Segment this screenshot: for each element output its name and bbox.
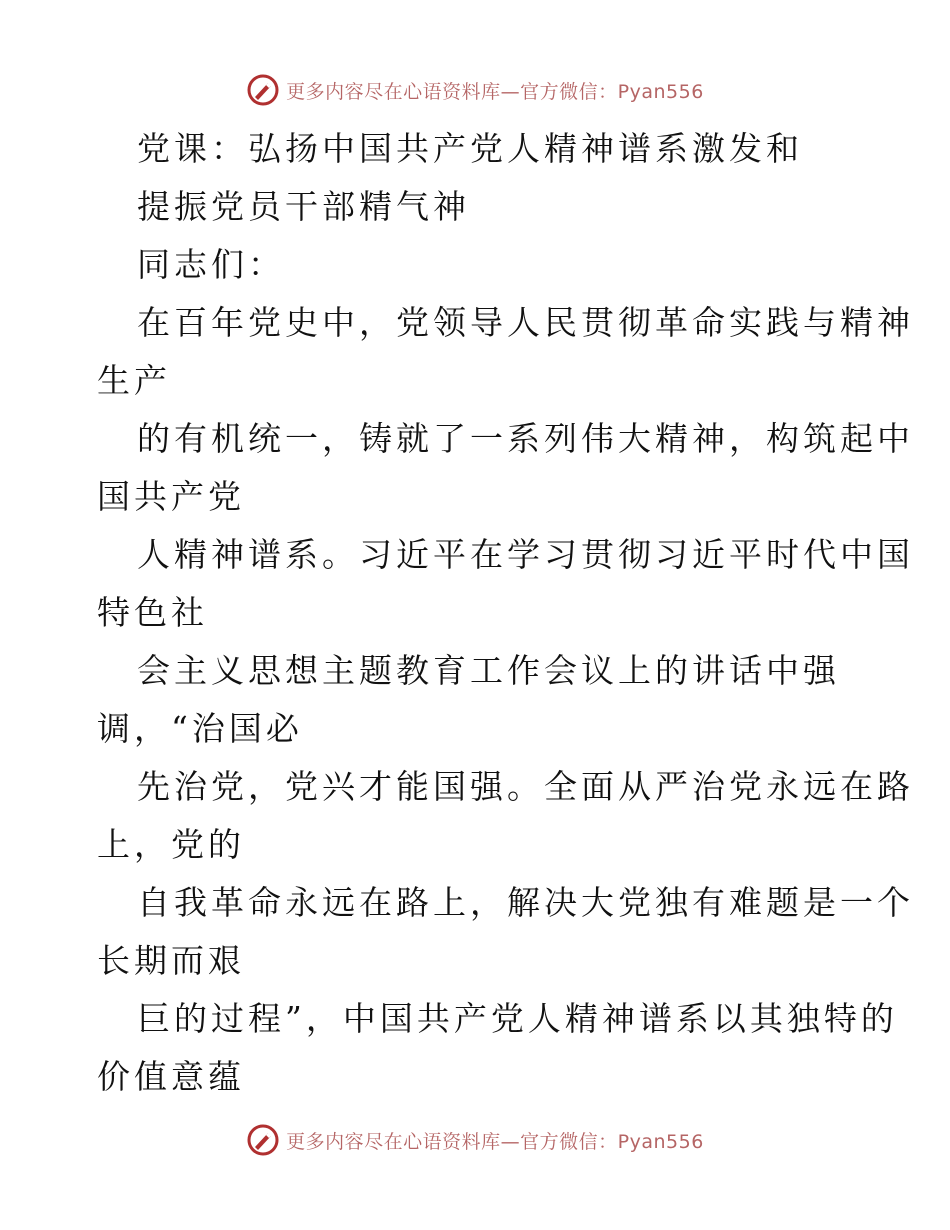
paragraph-line: 会主义思想主题教育工作会议上的讲话中强 (137, 651, 840, 690)
paragraph-line: 上，党的 (97, 825, 245, 864)
paragraph-line: 人精神谱系。习近平在学习贯彻习近平时代中国 (137, 535, 914, 574)
paragraph-line: 特色社 (97, 593, 208, 632)
paragraph-line: 价值意蕴 (97, 1057, 245, 1096)
pen-swirl-logo-icon (246, 73, 280, 107)
paragraph-line: 在百年党史中，党领导人民贯彻革命实践与精神 (137, 303, 914, 342)
paragraph-line: 国共产党 (97, 477, 245, 516)
paragraph-line: 生产 (97, 361, 171, 400)
document-body (97, 120, 914, 1106)
paragraph-line: 先治党，党兴才能国强。全面从严治党永远在路 (137, 767, 914, 806)
header-banner-text: 更多内容尽在心语资料库—官方微信：Pyan556 (286, 80, 704, 103)
footer-watermark-banner (0, 1120, 950, 1160)
title-line-1: 党课：弘扬中国共产党人精神谱系激发和 (137, 129, 803, 168)
paragraph-line: 的有机统一，铸就了一系列伟大精神，构筑起中 (137, 419, 914, 458)
salutation: 同志们： (137, 245, 285, 284)
paragraph-line: 自我革命永远在路上，解决大党独有难题是一个 (137, 883, 914, 922)
footer-banner-text: 更多内容尽在心语资料库—官方微信：Pyan556 (286, 1130, 704, 1153)
paragraph-line: 长期而艰 (97, 941, 245, 980)
title-line-2: 提振党员干部精气神 (137, 187, 470, 226)
header-watermark-banner (0, 70, 950, 110)
paragraph-line: 调，“治国必 (97, 709, 303, 748)
paragraph-line: 巨的过程”，中国共产党人精神谱系以其独特的 (137, 999, 898, 1038)
pen-swirl-logo-icon (246, 1123, 280, 1157)
